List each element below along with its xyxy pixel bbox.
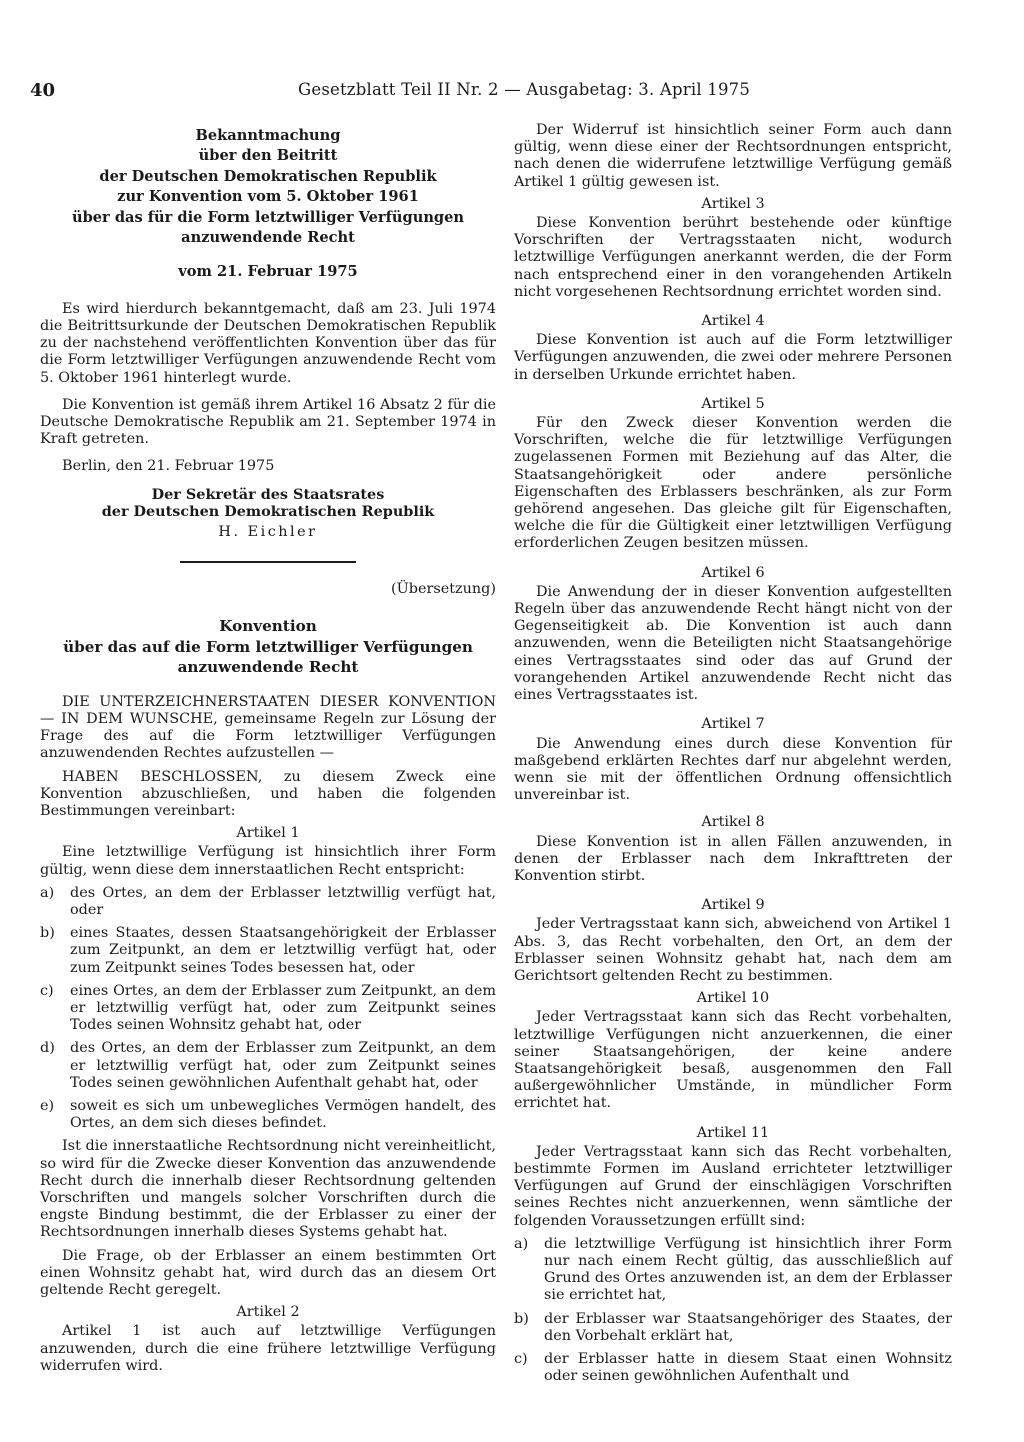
article-paragraph: Der Widerruf ist hinsichtlich seiner Form auch dann gültig, wenn diese einer der Rechtsordnungen entspricht, nach denen die widerrufene letztwillige Verfügung gemäß Artikel 1 gültig gewesen ist.: [514, 122, 952, 190]
convention-title: [40, 616, 496, 677]
article-heading: Artikel 5: [701, 395, 765, 412]
article-paragraph: Jeder Vertragsstaat kann sich das Recht vorbehalten, bestimmte Formen im Ausland errichteter letztwilliger Verfügungen auf Grund der einschlägigen Vorschriften seines Rechtes nicht anzuerkennen, wenn sämtliche der folgenden Voraussetzungen erfüllt sind:: [514, 1143, 952, 1229]
list-label: c): [514, 1351, 528, 1367]
list-text: des Ortes, an dem der Erblasser letztwillig verfügt hat, oder: [70, 884, 496, 918]
convention-title-line: über das auf die Form letztwilliger Verfügungen: [63, 637, 473, 656]
convention-title-line: anzuwendende Recht: [177, 658, 359, 677]
announcement-paragraph: Es wird hierdurch bekanntgemacht, daß am 23. Juli 1974 die Beitrittsurkunde der Deutschen Demokratischen Republik zu der nachstehend veröffentlichten Konvention über das für die Form letztwilliger Verfügungen anzuwendende Recht vom 5. Oktober 1961 hinterlegt wurde.: [40, 300, 496, 386]
article-heading: Artikel 9: [701, 897, 765, 914]
article-paragraph: Die Anwendung eines durch diese Konvention für maßgebend erklärten Rechtes darf nur abgelehnt werden, wenn sie mit der öffentlichen Ordnung offensichtlich unvereinbar ist.: [514, 735, 952, 804]
article-paragraph: Die Frage, ob der Erblasser an einem bestimmten Ort einen Wohnsitz gehabt hat, wird durch das an diesem Ort geltende Recht geregelt.: [40, 1247, 496, 1298]
article-paragraph: Ist die innerstaatliche Rechtsordnung nicht vereinheitlicht, so wird für die Zwecke dieser Konvention das anzuwendende Recht durch die innerhalb dieser Rechtsordnung geltenden Vorschriften und mangels solcher Vorschriften durch die engste Bindung bestimmt, die der Erblasser zu einer der Rechtsordnungen innerhalb dieses Systems gehabt hat.: [40, 1138, 496, 1241]
list-item: [514, 1351, 952, 1385]
article-heading: Artikel 4: [701, 313, 765, 330]
list-label: b): [514, 1310, 529, 1327]
announcement-title-line: der Deutschen Demokratischen Republik: [99, 167, 437, 185]
list-label: a): [514, 1235, 529, 1252]
list-label: d): [40, 1040, 55, 1057]
announcement-title-line: über das für die Form letztwilliger Verfügungen: [71, 208, 465, 226]
list-item: [514, 1311, 952, 1345]
preamble: HABEN BESCHLOSSEN, zu diesem Zweck eine Konvention abzuschließen, und haben die folgenden Bestimmungen vereinbart:: [40, 768, 496, 819]
list-item: [40, 885, 496, 919]
article-paragraph: Eine letztwillige Verfügung ist hinsichtlich ihrer Form gültig, wenn diese dem innerstaatlichen Recht entspricht:: [40, 844, 496, 878]
signatory-title: Der Sekretär des Staatsrates: [151, 485, 385, 503]
convention-title-line: Konvention: [219, 617, 317, 636]
page-number: 40: [30, 80, 56, 101]
preamble: DIE UNTERZEICHNERSTAATEN DIESER KONVENTION — IN DEM WUNSCHE, gemeinsame Regeln zur Lösung der Frage des auf die Form letztwilliger Verfügungen anzuwendenden Rechtes aufzustellen —: [40, 693, 496, 762]
list-text: der Erblasser war Staatsangehöriger des Staates, der den Vorbehalt erklärt hat,: [544, 1310, 952, 1344]
article-heading: Artikel 7: [701, 716, 765, 733]
article-heading: Artikel 8: [701, 814, 765, 831]
article-paragraph: Jeder Vertragsstaat kann sich, abweichend von Artikel 1 Abs. 3, das Recht vorbehalten, den Ort, an dem der Erblasser seinen Wohnsitz gehabt hat, nach dem am Gerichtsort geltenden Recht zu bestimmen.: [514, 916, 952, 984]
list-text: soweit es sich um unbewegliches Vermögen handelt, des Ortes, an dem sich dieses befindet.: [70, 1097, 496, 1132]
list-item: [514, 1236, 952, 1305]
announcement-title-line: über den Beitritt: [198, 147, 338, 165]
article-heading: Artikel 3: [701, 195, 765, 212]
article-paragraph: Diese Konvention ist auch auf die Form letztwilliger Verfügungen anzuwenden, die zwei oder mehrere Personen in derselben Urkunde errichtet haben.: [514, 332, 952, 383]
article-paragraph: Für den Zweck dieser Konvention werden die Vorschriften, welche die für letztwillige Verfügungen zugelassenen Formen mit Beziehung auf das Alter, die Staatsangehörigkeit oder andere persönliche Eigenschaften des Erblassers beschränken, als zur Form gehörend angesehen. Das gleiche gilt für Eigenschaften, welche die für die Gültigkeit einer letztwilligen Verfügung erforderlichen Zeugen besitzen müssen.: [514, 415, 952, 552]
left-column: [40, 126, 496, 1375]
place-date: Berlin, den 21. Februar 1975: [62, 458, 275, 475]
list-item: [40, 925, 496, 977]
list-text: eines Ortes, an dem der Erblasser zum Zeitpunkt, an dem er letztwillig verfügt hat, oder zum Zeitpunkt seines Todes seinen Wohnsitz gehabt hat, oder: [70, 982, 496, 1034]
article-paragraph: Die Anwendung der in dieser Konvention aufgestellten Regeln über das anzuwendende Recht hängt nicht von der Gegenseitigkeit ab. Die Konvention ist auch dann anzuwenden, wenn die Beteiligten nicht Staatsangehörige eines Vertragsstaates sind oder das auf Grund der vorangehenden Artikel anzuwendende Recht nicht das eines Vertragsstaates ist.: [514, 583, 952, 704]
list-item: [40, 983, 496, 1035]
announcement-title-line: Bekanntmachung: [195, 127, 341, 144]
list-text: der Erblasser hatte in diesem Staat einen Wohnsitz oder seinen gewöhnlichen Aufenthalt und: [544, 1351, 952, 1385]
article-paragraph: Jeder Vertragsstaat kann sich das Recht vorbehalten, letztwillige Verfügungen nicht anzuerkennen, die einer seiner Staatsangehörigen, der keine andere Staatsangehörigkeit besaß, ausgenommen den Fall außergewöhnlicher Umstände, in mündlicher Form errichtet hat.: [514, 1009, 952, 1112]
article-heading: Artikel 1: [236, 825, 300, 842]
list-label: a): [40, 884, 55, 901]
list-text: des Ortes, an dem der Erblasser zum Zeitpunkt, an dem er letztwillig verfügt hat, oder zum Zeitpunkt seines Todes seinen gewöhnlichen Aufenthalt gehabt hat, oder: [70, 1040, 496, 1091]
article-paragraph: Diese Konvention berührt bestehende oder künftige Vorschriften der Vertragsstaaten nicht, wodurch letztwillige Verfügungen anerkannt werden, die der Form nach entsprechend einer in den vorangehenden Artikeln nicht vorgesehenen Rechtsordnung errichtet worden sind.: [514, 215, 952, 300]
translation-note: (Übersetzung): [391, 581, 496, 598]
list-item: [40, 1098, 496, 1132]
announcement-title: [40, 126, 496, 248]
page-header: [30, 80, 994, 104]
list-label: b): [40, 925, 55, 942]
list-item: [40, 1040, 496, 1092]
announcement-date: vom 21. Februar 1975: [178, 263, 358, 281]
article-paragraph: Diese Konvention ist in allen Fällen anzuwenden, in denen der Erblasser nach dem Inkrafttreten der Konvention stirbt.: [514, 833, 952, 884]
list-text: die letztwillige Verfügung ist hinsichtlich ihrer Form nur nach einem Recht gültig, das ausschließlich auf Grund des Ortes anzuwenden ist, an dem der Erblasser sie errichtet hat,: [544, 1235, 952, 1304]
article-heading: Artikel 11: [696, 1124, 770, 1141]
signatory-name: H. Eichler: [218, 524, 318, 541]
article-paragraph: Artikel 1 ist auch auf letztwillige Verfügungen anzuwenden, durch die eine frühere letztwillige Verfügung widerrufen wird.: [40, 1323, 496, 1374]
announcement-title-line: anzuwendende Recht: [181, 229, 355, 247]
list-label: e): [40, 1097, 55, 1114]
running-head: Gesetzblatt Teil II Nr. 2 — Ausgabetag: 3. April 1975: [298, 80, 751, 99]
signatory-title: der Deutschen Demokratischen Republik: [101, 502, 435, 520]
article-heading: Artikel 10: [696, 990, 770, 1007]
article-heading: Artikel 2: [236, 1304, 300, 1321]
list-label: c): [40, 982, 54, 999]
announcement-title-line: zur Konvention vom 5. Oktober 1961: [117, 188, 419, 206]
article-heading: Artikel 6: [701, 564, 765, 581]
section-divider: [180, 561, 356, 563]
announcement-paragraph: Die Konvention ist gemäß ihrem Artikel 16 Absatz 2 für die Deutsche Demokratische Republik am 21. September 1974 in Kraft getreten.: [40, 396, 496, 448]
list-text: eines Staates, dessen Staatsangehörigkeit der Erblasser zum Zeitpunkt, an dem er letztwillig verfügt hat, oder zum Zeitpunkt seines Todes besessen hat, oder: [70, 925, 496, 976]
right-column: [514, 122, 952, 1385]
